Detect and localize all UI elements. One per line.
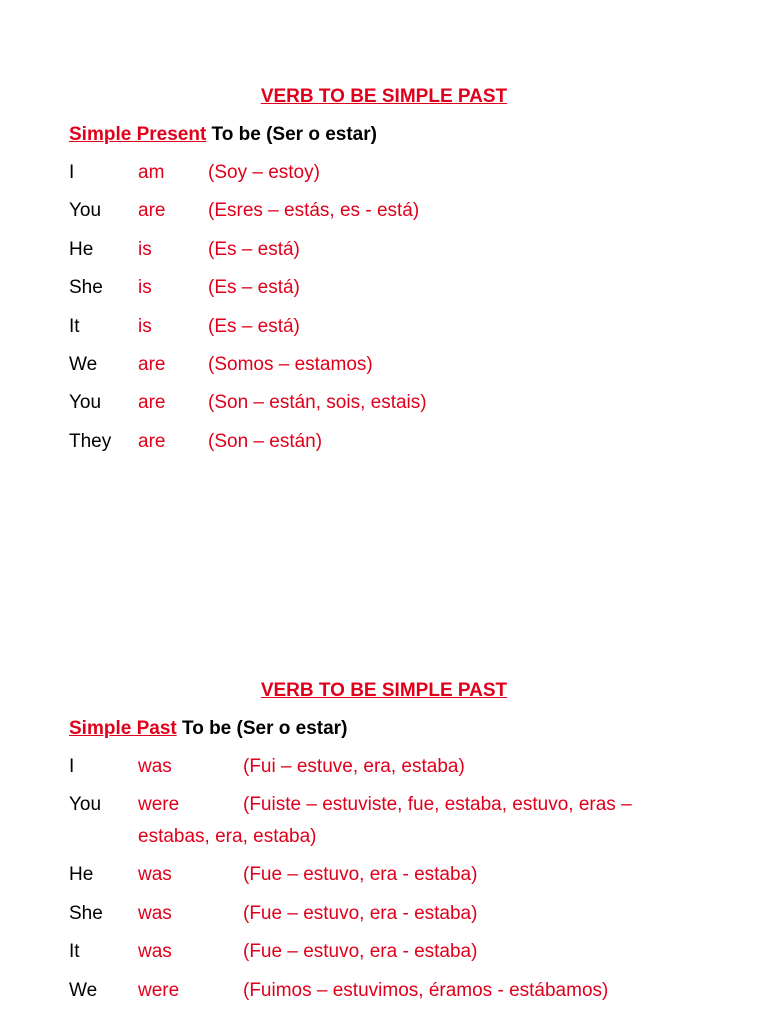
pronoun: I xyxy=(69,756,75,777)
pronoun: It xyxy=(69,315,80,337)
subtitle-tense: Simple Present xyxy=(69,124,207,145)
verb-form: is xyxy=(138,277,152,299)
pronoun: He xyxy=(69,864,94,886)
verb-form: was xyxy=(138,941,172,963)
translation: (Fuimos – estuvimos, éramos - estábamos) xyxy=(243,979,609,1001)
translation: (Es – está) xyxy=(208,315,300,337)
conjugation-row xyxy=(69,302,768,340)
verb-form: is xyxy=(138,315,152,337)
conjugation-row xyxy=(69,225,768,263)
subtitle-rest: To be (Ser o estar) xyxy=(176,718,348,739)
pronoun: It xyxy=(69,941,80,963)
pronoun: He xyxy=(69,238,94,260)
pronoun: She xyxy=(69,277,103,299)
verb-form: are xyxy=(138,430,166,452)
section-subtitle xyxy=(69,122,768,148)
section-simple-present xyxy=(0,84,768,455)
conjugation-row xyxy=(69,742,768,780)
translation: (Soy – estoy) xyxy=(208,162,320,183)
conjugation-row xyxy=(69,966,768,1004)
translation: (Somos – estamos) xyxy=(208,353,373,375)
pronoun: You xyxy=(69,794,102,816)
conjugation-row xyxy=(69,263,768,301)
section-simple-past xyxy=(0,678,768,1004)
conjugation-row xyxy=(69,780,768,850)
conjugation-row xyxy=(69,340,768,378)
verb-form: are xyxy=(138,353,166,375)
verb-form: were xyxy=(138,794,180,816)
verb-form: is xyxy=(138,238,152,260)
translation: (Esres – estás, es - está) xyxy=(208,200,420,222)
verb-form: were xyxy=(138,979,180,1001)
translation: (Es – está) xyxy=(208,238,300,260)
conjugation-row xyxy=(69,186,768,224)
translation: (Fui – estuve, era, estaba) xyxy=(243,756,465,777)
pronoun: You xyxy=(69,200,102,222)
conjugation-row xyxy=(69,148,768,186)
section-title: VERB TO BE SIMPLE PAST xyxy=(260,86,508,107)
translation: (Son – están) xyxy=(208,430,323,452)
section-subtitle xyxy=(69,716,768,742)
conjugation-row xyxy=(69,850,768,888)
translation: (Fuiste – estuviste, fue, estaba, estuvo, eras – xyxy=(243,794,632,816)
pronoun: We xyxy=(69,979,98,1001)
verb-form: are xyxy=(138,200,166,222)
conjugation-row xyxy=(69,927,768,965)
translation-continued: estabas, era, estaba) xyxy=(138,826,317,848)
conjugation-row xyxy=(69,889,768,927)
translation: (Fue – estuvo, era - estaba) xyxy=(243,864,478,886)
pronoun: I xyxy=(69,162,75,183)
pronoun: They xyxy=(69,430,112,452)
conjugation-row xyxy=(69,417,768,455)
pronoun: We xyxy=(69,353,98,375)
translation: (Fue – estuvo, era - estaba) xyxy=(243,902,478,924)
subtitle-rest: To be (Ser o estar) xyxy=(206,124,377,145)
verb-form: was xyxy=(138,902,172,924)
translation: (Fue – estuvo, era - estaba) xyxy=(243,941,478,963)
conjugation-row xyxy=(69,378,768,416)
verb-form: are xyxy=(138,392,166,414)
translation: (Son – están, sois, estais) xyxy=(208,392,427,414)
verb-form: was xyxy=(138,756,172,777)
verb-form: was xyxy=(138,864,172,886)
pronoun: She xyxy=(69,902,103,924)
translation: (Es – está) xyxy=(208,277,300,299)
pronoun: You xyxy=(69,392,102,414)
verb-form: am xyxy=(138,162,165,183)
section-title: VERB TO BE SIMPLE PAST xyxy=(260,680,508,701)
subtitle-tense: Simple Past xyxy=(69,718,177,739)
